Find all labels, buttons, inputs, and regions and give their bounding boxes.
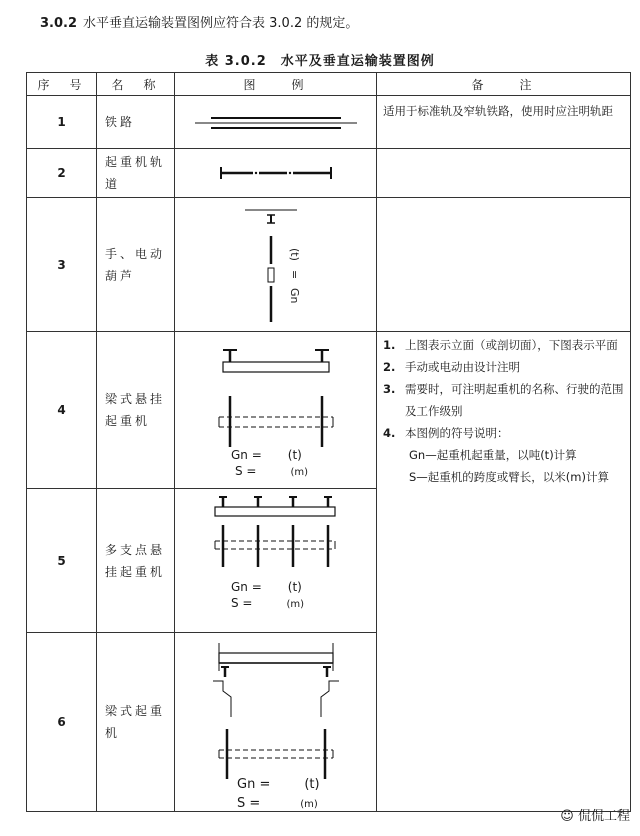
row-name: 梁式悬挂起重机	[97, 332, 175, 489]
table-row	[27, 198, 631, 332]
note-item: 4. 本图例的符号说明：	[383, 426, 509, 440]
railway-symbol-cell	[175, 96, 377, 149]
gn-unit: (t)	[287, 448, 302, 462]
s-unit: (m)	[300, 799, 318, 810]
clause-number: 3.0.2	[40, 16, 78, 31]
hoist-symbol-cell	[175, 198, 377, 332]
s-unit: (m)	[290, 467, 309, 478]
table-row	[27, 96, 631, 149]
row-name: 起重机轨道	[97, 149, 175, 198]
row-note: 适用于标准轨及窄轨铁路，使用时应注明轨距	[377, 96, 631, 149]
symbol-note-gn: Gn—起重机起重量，以吨(t)计算	[409, 448, 577, 462]
note-item: 1. 上图表示立面（或剖切面），下图表示平面	[383, 338, 618, 352]
row-number: 2	[27, 149, 97, 198]
row-number: 4	[27, 332, 97, 489]
note-item: 2. 手动或电动由设计注明	[383, 360, 520, 374]
svg-text:(t): (t)	[288, 248, 301, 261]
header-remark: 备 注	[377, 73, 631, 96]
hoist-symbol	[175, 198, 377, 331]
wechat-icon: ☺	[560, 809, 578, 824]
beam-hoist-symbol-cell	[175, 332, 377, 489]
row-number: 6	[27, 633, 97, 812]
header-legend: 图 例	[175, 73, 377, 96]
shared-notes-cell	[377, 332, 631, 812]
shared-notes-list	[383, 334, 624, 444]
railway-symbol	[175, 96, 377, 148]
row-name: 铁路	[97, 96, 175, 149]
crane-track-symbol-cell	[175, 149, 377, 198]
beam-crane-symbol-cell	[175, 633, 377, 812]
row-number: 3	[27, 198, 97, 332]
s-label: S =	[235, 464, 257, 478]
clause-text: 水平垂直运输装置图例应符合表 3.0.2 的规定。	[83, 16, 359, 31]
s-label: S =	[231, 596, 253, 610]
watermark: ☺ 侃侃工程	[560, 809, 630, 824]
row-note	[377, 149, 631, 198]
s-label: S =	[237, 796, 261, 811]
header-name: 名 称	[97, 73, 175, 96]
note-item: 3. 需要时，可注明起重机的名称、行驶的范围及工作级别	[383, 382, 624, 418]
row-name: 多支点悬挂起重机	[97, 489, 175, 633]
multi-support-hoist-symbol-cell	[175, 489, 377, 633]
gn-label: Gn =	[237, 777, 271, 792]
intro-line	[40, 12, 358, 31]
row-note	[377, 198, 631, 332]
svg-text:Gn: Gn	[288, 288, 301, 304]
row-number: 5	[27, 489, 97, 633]
symbol-note-s: S—起重机的跨度或臂长，以米(m)计算	[409, 470, 609, 484]
header-row	[27, 73, 631, 96]
header-no: 序 号	[27, 73, 97, 96]
table-row	[27, 149, 631, 198]
table-caption: 表 3.0.2 水平及垂直运输装置图例	[205, 54, 435, 69]
row-name: 梁式起重机	[97, 633, 175, 812]
gn-label: Gn =	[231, 580, 262, 594]
gn-unit: (t)	[304, 777, 320, 792]
legend-table	[26, 72, 631, 812]
multi-support-hoist-symbol	[175, 489, 377, 632]
table-row	[27, 332, 631, 489]
svg-text:=: =	[288, 270, 301, 280]
row-number: 1	[27, 96, 97, 149]
gn-unit: (t)	[287, 580, 302, 594]
row-name: 手、电动葫芦	[97, 198, 175, 332]
crane-track-symbol	[175, 149, 377, 197]
s-unit: (m)	[286, 599, 305, 610]
gn-label: Gn =	[231, 448, 262, 462]
